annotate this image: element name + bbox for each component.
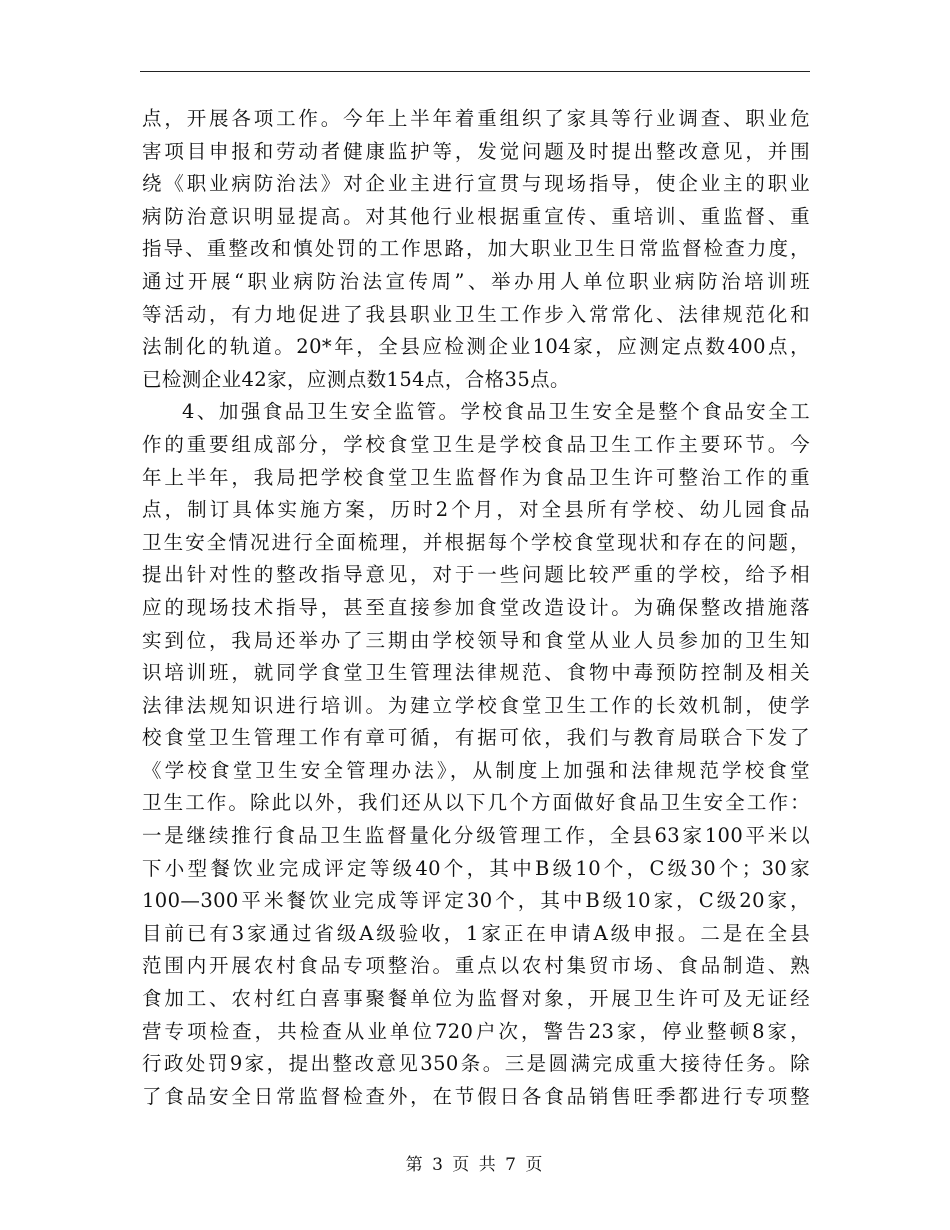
text-line: 病防治意识明显提高。对其他行业根据重宣传、重培训、重监督、重 bbox=[142, 204, 810, 228]
text-line: 卫生工作。除此以外，我们还从以下几个方面做好食品卫生安全工作： bbox=[142, 791, 810, 815]
text-line: 食加工、农村红白喜事聚餐单位为监督对象，开展卫生许可及无证经 bbox=[142, 987, 810, 1011]
text-line: 行政处罚9家，提出整改意见350条。三是圆满完成重大接待任务。除 bbox=[142, 1052, 810, 1076]
text-line: 点，制订具体实施方案，历时2个月，对全县所有学校、幼儿园食品 bbox=[142, 498, 810, 522]
text-line: 已检测企业42家，应测点数154点，合格35点。 bbox=[142, 367, 570, 391]
header-rule bbox=[140, 71, 810, 72]
text-line: 提出针对性的整改指导意见，对于一些问题比较严重的学校，给予相 bbox=[142, 563, 810, 587]
text-line: 卫生安全情况进行全面梳理，并根据每个学校食堂现状和存在的问题， bbox=[142, 530, 810, 554]
text-line: 通过开展“职业病防治法宣传周”、举办用人单位职业病防治培训班 bbox=[142, 269, 810, 293]
text-line: 年上半年，我局把学校食堂卫生监督作为食品卫生许可整治工作的重 bbox=[142, 465, 810, 489]
text-line: 校食堂卫生管理工作有章可循，有据可依，我们与教育局联合下发了 bbox=[142, 726, 810, 750]
page-number-footer: 第 3 页 共 7 页 bbox=[405, 1155, 545, 1175]
text-line: 指导、重整改和慎处罚的工作思路，加大职业卫生日常监督检查力度， bbox=[142, 237, 810, 261]
text-line: 范围内开展农村食品专项整治。重点以农村集贸市场、食品制造、熟 bbox=[142, 954, 810, 978]
text-line: 等活动，有力地促进了我县职业卫生工作步入常常化、法律规范化和 bbox=[142, 302, 810, 326]
text-line: 应的现场技术指导，甚至直接参加食堂改造设计。为确保整改措施落 bbox=[142, 595, 810, 619]
body-text bbox=[142, 103, 810, 1113]
text-line: 识培训班，就同学食堂卫生管理法律规范、食物中毒预防控制及相关 bbox=[142, 661, 810, 685]
text-line: 实到位，我局还举办了三期由学校领导和食堂从业人员参加的卫生知 bbox=[142, 628, 810, 652]
text-line: 一是继续推行食品卫生监督量化分级管理工作，全县63家100平米以 bbox=[142, 824, 810, 848]
text-line: 营专项检查，共检查从业单位720户次，警告23家，停业整顿8家， bbox=[142, 1019, 810, 1043]
text-line: 法律法规知识进行培训。为建立学校食堂卫生工作的长效机制，使学 bbox=[142, 693, 810, 717]
paragraph-1 bbox=[142, 103, 810, 396]
text-line: 作的重要组成部分，学校食堂卫生是学校食品卫生工作主要环节。今 bbox=[142, 432, 810, 456]
text-line: 4、加强食品卫生安全监管。学校食品卫生安全是整个食品安全工 bbox=[182, 400, 810, 424]
text-line: 下小型餐饮业完成评定等级40个，其中B级10个，C级30个；30家 bbox=[142, 856, 810, 880]
text-line: 绕《职业病防治法》对企业主进行宣贯与现场指导，使企业主的职业 bbox=[142, 172, 810, 196]
text-line: 点，开展各项工作。今年上半年着重组织了家具等行业调查、职业危 bbox=[142, 107, 810, 130]
text-line: 100—300平米餐饮业完成等评定30个，其中B级10家，C级20家， bbox=[142, 889, 810, 913]
text-line: 害项目申报和劳动者健康监护等，发觉问题及时提出整改意见，并围 bbox=[142, 139, 810, 163]
paragraph-2 bbox=[142, 396, 810, 1113]
text-line: 了食品安全日常监督检查外，在节假日各食品销售旺季都进行专项整 bbox=[142, 1084, 810, 1108]
text-line: 法制化的轨道。20*年，全县应检测企业104家，应测定点数400点， bbox=[142, 335, 810, 359]
text-line: 目前已有3家通过省级A级验收，1家正在申请A级申报。二是在全县 bbox=[142, 921, 810, 945]
text-line: 《学校食堂卫生安全管理办法》，从制度上加强和法律规范学校食堂 bbox=[142, 758, 810, 782]
